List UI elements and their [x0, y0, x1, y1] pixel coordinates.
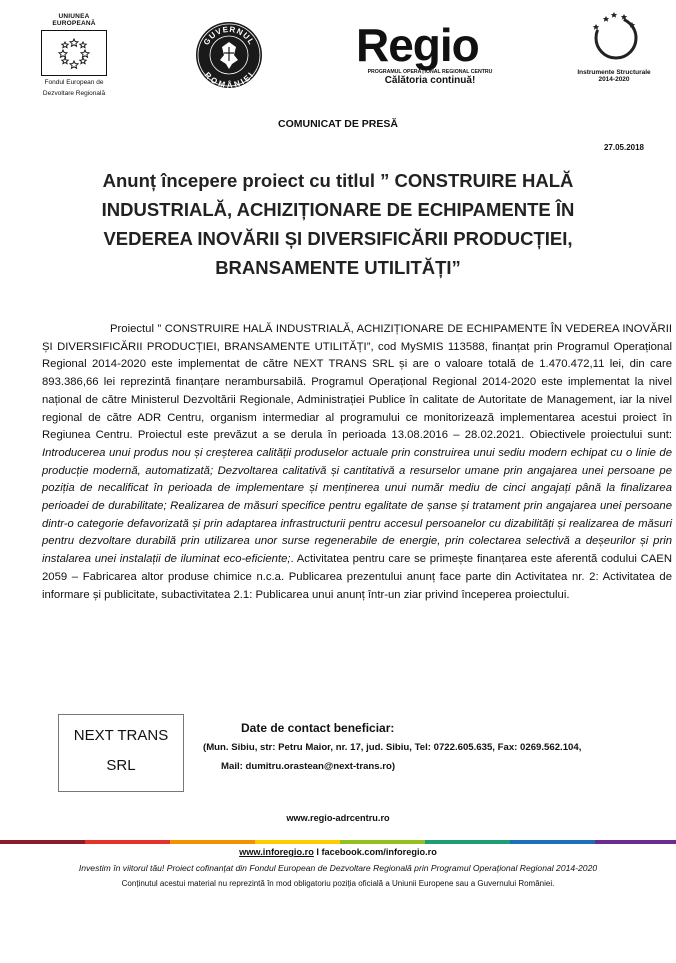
eu-logo	[38, 13, 110, 98]
footer-slogan: Investim în viitorul tău! Proiect cofinanţat din Fondul European de Dezvoltare Regională prin Programul Operaţional Regional 2014-2020	[78, 863, 598, 873]
structural-instruments-logo	[574, 10, 654, 83]
is-caption-1: Instrumente Structurale	[577, 69, 651, 76]
color-stripe	[0, 831, 676, 835]
page-title: Anunț începere proiect cu titlul ” CONSTRUIRE HALĂ INDUSTRIALĂ, ACHIZIȚIONARE DE ECHIPAMENTE ÎN VEDEREA INOVĂRII ȘI DIVERSIFICĂRII PRODUCȚIEI, BRANSAMENTE UTILITĂȚI”	[101, 170, 575, 278]
eu-label: UNIUNEA EUROPEANĂ	[52, 13, 96, 27]
svg-text:GUVERNUL	[202, 25, 256, 47]
facebook-link[interactable]: facebook.com/inforegio.ro	[321, 847, 437, 857]
regio-wordmark: Regio	[356, 19, 479, 71]
beneficiary-name-2: SRL	[106, 757, 136, 774]
contact-address: (Mun. Sibiu, str: Petru Maior, nr. 17, jud. Sibiu, Tel: 0722.605.635, Fax: 0269.562.104,	[203, 742, 582, 753]
inforegio-link[interactable]: www.inforegio.ro	[239, 847, 314, 857]
body-text	[42, 321, 672, 604]
footer-links	[0, 847, 676, 857]
regio-slogan: Călătoria continuă!	[384, 75, 476, 86]
contact-heading: Date de contact beneficiar:	[241, 721, 395, 735]
website-link[interactable]: www.regio-adrcentru.ro	[286, 813, 390, 823]
body-objectives: Introducerea unui produs nou și creșterea calității produselor actuale prin construirea unui sediu modern echipat cu o linie de producție modernă, automatizată; Dezvoltarea calitativă și cantitativă a resurselor umane prin angajarea unei persoane pe poziția de necalificat în perioada de implementare și menținerea unui număr mediu de cinci angajați până la finalizarea perioadei de durabilitate; Realizarea de măsuri specifice pentru egalitate de șanse și tratament prin angajarea unei persoane dintr-o categorie defavorizată și prin adaptarea infrastructurii pentru accesul persoanelor cu dizabilități și realizarea de măsuri pentru dezvoltare durabilă prin utilizarea unor surse regenerabile de energie, prin colectarea selectivă a deșeurilor și prin instalarea unei instalații de iluminat eco-eficiente;	[42, 446, 672, 566]
footer-disclaimer: Conținutul acestui material nu reprezintă în mod obligatoriu poziția oficială a Uniunii Europene sau a Guvernului României.	[121, 879, 555, 888]
eu-caption-2: Dezvoltare Regională	[42, 90, 106, 97]
footer-separator: I	[313, 847, 322, 857]
is-caption-2: 2014-2020	[598, 76, 630, 83]
eu-caption-1: Fondul European de	[44, 79, 104, 86]
stars-arc-icon	[584, 10, 644, 62]
beneficiary-name-1: NEXT TRANS	[73, 727, 169, 744]
regio-logo	[356, 19, 504, 86]
contact-email[interactable]: Mail: dumitru.orastean@next-trans.ro)	[221, 761, 396, 772]
beneficiary-box	[58, 714, 184, 792]
svg-text:ROMÂNIEI	[203, 70, 256, 89]
press-release-label: COMUNICAT DE PRESĂ	[278, 118, 398, 130]
body-part-3: . Activitatea pentru care se primește finanțarea este aferentă codului CAEN 2059 – Fabricarea altor produse chimice n.c.a. Publicarea prezentului anunț face parte din Activitatea nr. 2: Activitatea de informare și publicitate, subactivitatea 2.1: Publicarea unui anunț într-un ziar privind începerea proiectului.	[42, 553, 672, 601]
release-date: 27.05.2018	[603, 143, 644, 152]
government-seal	[194, 20, 264, 90]
body-part-1: Proiectul ” CONSTRUIRE HALĂ INDUSTRIALĂ, ACHIZIȚIONARE DE ECHIPAMENTE ÎN VEDEREA INOVĂRII ȘI DIVERSIFICĂRII PRODUCȚIEI, BRANSAMENTE UTILITĂȚI”, cod MySMIS 113588, finanțat prin Programul Operațional Regional 2014-2020 este implementat de către NEXT TRANS SRL și are o valoare totală de 1.470.472,11 lei, din care 893.386,66 lei reprezintă finanțare nerambursabilă. Programul Operațional Regional 2014-2020 este implementat la nivel național de către Ministerul Dezvoltării Regionale, Administrației Publice în calitate de Autoritate de Management, iar la nivel regional de către ADR Centru, organism intermediar al programului ce monitorizează implementarea acestui proiect în Regiunea Centru. Proiectul este prevăzut a se derula în perioada 13.08.2016 – 28.02.2021. Obiectivele proiectului sunt:	[42, 323, 672, 442]
regio-subtitle: PROGRAMUL OPERAȚIONAL REGIONAL CENTRU	[367, 69, 493, 75]
gov-text-bottom: ROMÂNIEI	[202, 70, 256, 90]
eu-flag-icon	[41, 30, 107, 76]
gov-text-top: GUVERNUL	[201, 24, 257, 47]
